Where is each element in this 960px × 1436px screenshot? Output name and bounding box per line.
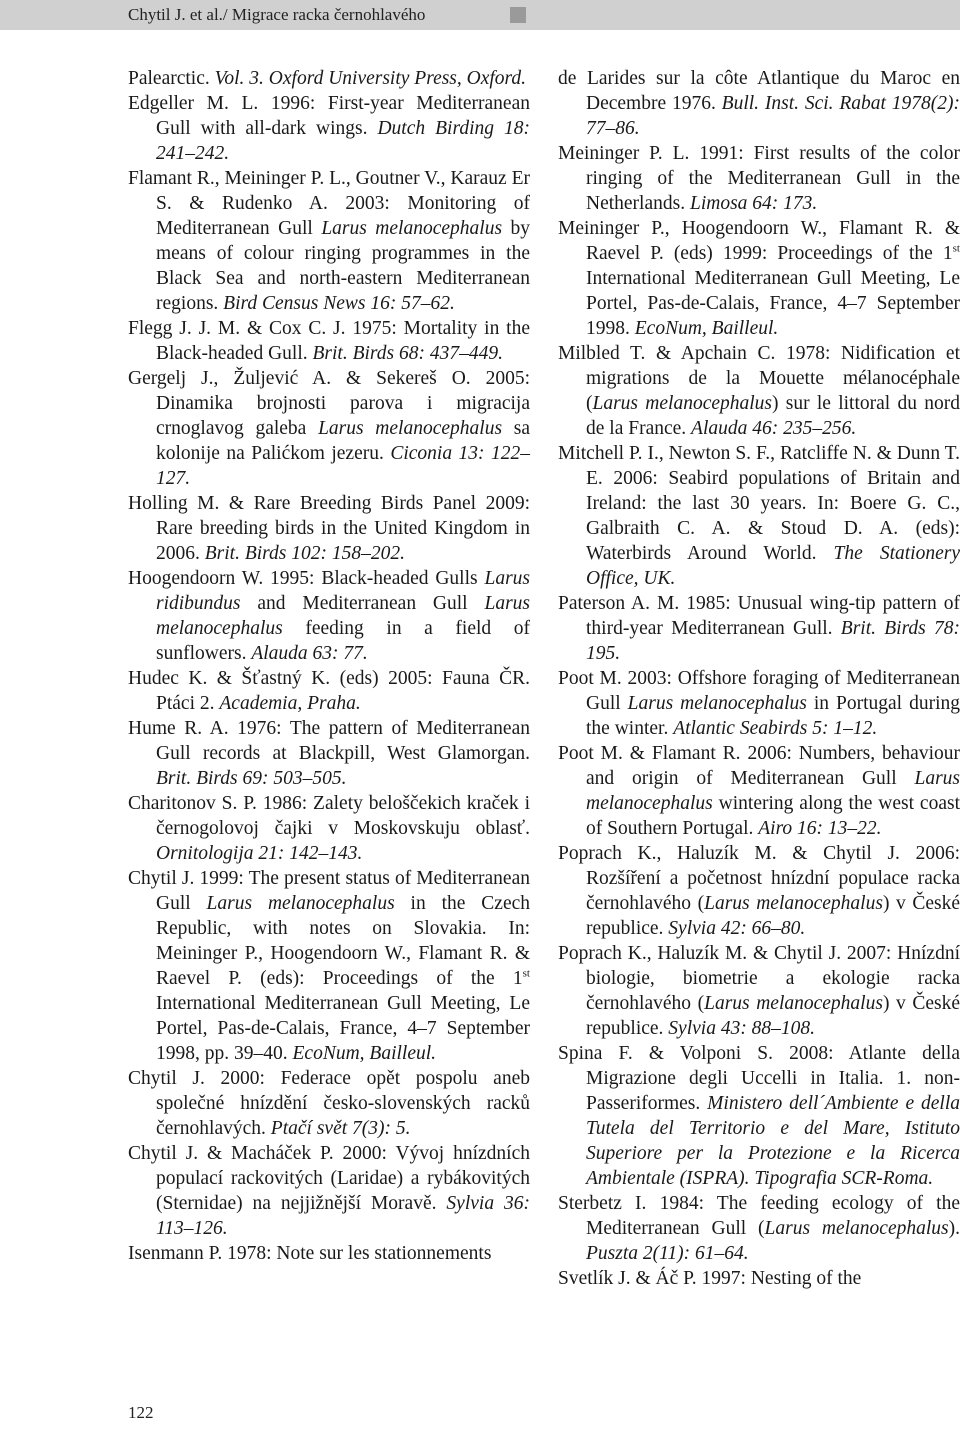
reference-entry: [128, 66, 530, 91]
reference-text: Chytil J. 2000: Federace opět pospolu aneb společné hnízdění česko-slovenských racků černohlavých.: [128, 1068, 530, 1139]
reference-entry: [128, 666, 530, 716]
italic-text: Brit. Birds 68: 437–449.: [312, 343, 503, 364]
reference-text: by means of colour ringing programmes in the Black Sea and north-eastern Mediterranean regions.: [156, 218, 531, 314]
italic-text: EcoNum, Bailleul.: [292, 1043, 437, 1064]
reference-text: Meininger P. L. 1991: First results of the color ringing of the Mediterranean Gull in the Netherlands.: [558, 143, 960, 214]
reference-text: Flegg J. J. M. & Cox C. J. 1975: Mortality in the Black-headed Gull.: [128, 318, 530, 364]
references-column-left: [128, 66, 530, 1266]
superscript: st: [952, 242, 960, 255]
italic-text: Larus melanocephalus: [586, 768, 960, 814]
reference-text: Milbled T. & Apchain C. 1978: Nidification et migrations de la Mouette mélanocéphale (: [558, 343, 960, 414]
italic-text: Brit. Birds 102: 158–202.: [204, 543, 405, 564]
italic-text: Dutch Birding 18: 241–242.: [156, 118, 530, 164]
reference-text: Chytil J. 1999: The present status of Mediterranean Gull: [128, 868, 530, 914]
page-number: 122: [128, 1403, 154, 1422]
italic-text: Larus melanocephalus: [156, 593, 530, 639]
italic-text: Puszta 2(11): 61–64.: [586, 1243, 749, 1264]
reference-text: Hume R. A. 1976: The pattern of Mediterranean Gull records at Blackpill, West Glamorgan.: [128, 718, 530, 764]
reference-entry: [558, 1191, 960, 1266]
reference-text: sa kolonije na Palićkom jezeru.: [156, 418, 530, 464]
reference-entry: [558, 1266, 960, 1291]
reference-entry: [558, 1041, 960, 1191]
reference-entry: [558, 216, 960, 341]
reference-text: Spina F. & Volponi S. 2008: Atlante della Migrazione degli Uccelli in Italia. 1. non-Passeriformes.: [558, 1043, 960, 1114]
italic-text: Larus melanocephalus: [321, 218, 503, 239]
reference-entry: [558, 666, 960, 741]
reference-entry: [128, 316, 530, 366]
reference-entry: [558, 841, 960, 941]
reference-text: wintering along the west coast of Southern Portugal.: [586, 793, 960, 839]
italic-text: Sylvia 43: 88–108.: [668, 1018, 816, 1039]
reference-text: Chytil J. & Macháček P. 2000: Vývoj hnízdních populací rackovitých (Laridae) a rybákovitých (Sternidae) na nejjižnější Moravě.: [128, 1143, 530, 1214]
italic-text: Sylvia 42: 66–80.: [668, 918, 806, 939]
running-title: Chytil J. et al./ Migrace racka černohlavého: [128, 5, 426, 24]
reference-text: ) sur le littoral du nord de la France.: [586, 393, 960, 439]
reference-text: Palearctic.: [128, 68, 215, 89]
italic-text: Sylvia 36: 113–126.: [156, 1193, 530, 1239]
reference-text: Gergelj J., Žuljević A. & Sekereš O. 2005: Dinamika brojnosti parova i migracija crnoglavog galeba: [128, 368, 530, 439]
italic-text: Vol. 3. Oxford University Press, Oxford.: [214, 68, 527, 89]
italic-text: EcoNum, Bailleul.: [634, 318, 779, 339]
reference-text: Holling M. & Rare Breeding Birds Panel 2009: Rare breeding birds in the United Kingdom in 2006.: [128, 493, 530, 564]
reference-entry: [558, 66, 960, 141]
reference-entry: [558, 591, 960, 666]
reference-text: Poprach K., Haluzík M. & Chytil J. 2007: Hnízdní biologie, biometrie a ekologie racka černohlavého (: [558, 943, 960, 1014]
italic-text: Bull. Inst. Sci. Rabat 1978(2): 77–86.: [586, 93, 960, 139]
reference-entry: [128, 791, 530, 866]
reference-text: International Mediterranean Gull Meeting, Le Portel, Pas-de-Calais, France, 4–7 September 1998, pp. 39–40.: [156, 993, 530, 1064]
italic-text: Academia, Praha.: [219, 693, 361, 714]
reference-entry: [558, 141, 960, 216]
reference-text: Edgeller M. L. 1996: First-year Mediterranean Gull with all-dark wings.: [128, 93, 530, 139]
reference-entry: [128, 166, 530, 316]
italic-text: Larus melanocephalus: [592, 393, 773, 414]
references-column-right: [558, 66, 960, 1291]
reference-text: ) v České republice.: [586, 993, 960, 1039]
reference-text: Meininger P., Hoogendoorn W., Flamant R. & Raevel P. (eds) 1999: Proceedings of the 1: [558, 218, 960, 264]
reference-entry: [128, 566, 530, 666]
reference-text: and Mediterranean Gull: [240, 593, 485, 614]
italic-text: Brit. Birds 69: 503–505.: [156, 768, 347, 789]
reference-text: Poot M. & Flamant R. 2006: Numbers, behaviour and origin of Mediterranean Gull: [558, 743, 960, 789]
italic-text: Ministero dell´Ambiente e della Tutela del Territorio e del Mare, Istituto Superiore per la Protezione e la Ricerca Ambientale (ISPRA). Tipografia SCR-Roma.: [586, 1093, 960, 1189]
reference-text: Isenmann P. 1978: Note sur les stationnements: [128, 1243, 492, 1264]
reference-text: Poot M. 2003: Offshore foraging of Mediterranean Gull: [558, 668, 960, 714]
italic-text: The Stationery Office, UK.: [586, 543, 960, 589]
italic-text: Alauda 46: 235–256.: [691, 418, 857, 439]
italic-text: Airo 16: 13–22.: [758, 818, 882, 839]
italic-text: Limosa 64: 173.: [689, 193, 818, 214]
italic-text: Larus ridibundus: [156, 568, 530, 614]
italic-text: Ornitologija 21: 142–143.: [156, 843, 363, 864]
reference-text: Mitchell P. I., Newton S. F., Ratcliffe N. & Dunn T. E. 2006: Seabird populations of Britain and Ireland: the last 30 years. In: Boere G. C., Galbraith C. A. & Stoud D. A. (eds): Waterbirds Around World.: [558, 443, 960, 564]
reference-text: Paterson A. M. 1985: Unusual wing-tip pattern of third-year Mediterranean Gull.: [558, 593, 960, 639]
reference-entry: [558, 441, 960, 591]
reference-entry: [128, 491, 530, 566]
reference-text: Svetlík J. & Áč P. 1997: Nesting of the: [558, 1268, 862, 1289]
italic-text: Larus melanocephalus: [627, 693, 807, 714]
reference-entry: [128, 1141, 530, 1241]
italic-text: Larus melanocephalus: [704, 993, 883, 1014]
reference-text: Flamant R., Meininger P. L., Goutner V., Karauz Er S. & Rudenko A. 2003: Monitoring of Mediterranean Gull: [128, 168, 530, 239]
italic-text: Ciconia 13: 122–127.: [156, 443, 530, 489]
reference-text: feeding in a field of sunflowers.: [156, 618, 530, 664]
italic-text: Larus melanocephalus: [704, 893, 883, 914]
italic-text: Larus melanocephalus: [318, 418, 503, 439]
reference-entry: [128, 866, 530, 1066]
reference-text: Charitonov S. P. 1986: Zalety beloščekich kraček i černogolovoj čajki v Moskovskuju oblasť.: [128, 793, 530, 839]
reference-text: Sterbetz I. 1984: The feeding ecology of the Mediterranean Gull (: [558, 1193, 960, 1239]
italic-text: Larus melanocephalus: [764, 1218, 949, 1239]
reference-text: de Larides sur la côte Atlantique du Maroc en Decembre 1976.: [558, 68, 960, 114]
italic-text: Bird Census News 16: 57–62.: [223, 293, 455, 314]
italic-text: Brit. Birds 78: 195.: [586, 618, 960, 664]
reference-entry: [128, 716, 530, 791]
reference-text: Poprach K., Haluzík M. & Chytil J. 2006: Rozšíření a početnost hnízdní populace racka černohlavého (: [558, 843, 960, 914]
italic-text: Larus melanocephalus: [206, 893, 395, 914]
reference-text: Hudec K. & Šťastný K. (eds) 2005: Fauna ČR. Ptáci 2.: [128, 668, 530, 714]
reference-entry: [128, 1066, 530, 1141]
reference-text: ).: [948, 1218, 960, 1239]
header-square-icon: [510, 7, 526, 23]
italic-text: Alauda 63: 77.: [251, 643, 368, 664]
reference-entry: [558, 741, 960, 841]
reference-text: ) v České republice.: [586, 893, 960, 939]
reference-text: in Portugal during the winter.: [586, 693, 960, 739]
reference-entry: [558, 941, 960, 1041]
running-header: [0, 0, 960, 30]
reference-entry: [128, 366, 530, 491]
reference-text: Hoogendoorn W. 1995: Black-headed Gulls: [128, 568, 485, 589]
reference-entry: [128, 1241, 530, 1266]
italic-text: Ptačí svět 7(3): 5.: [270, 1118, 411, 1139]
reference-entry: [558, 341, 960, 441]
italic-text: Atlantic Seabirds 5: 1–12.: [673, 718, 878, 739]
superscript: st: [522, 967, 530, 980]
reference-entry: [128, 91, 530, 166]
reference-text: in the Czech Republic, with notes on Slovakia. In: Meininger P., Hoogendoorn W., Flamant R. & Raevel P. (eds): Proceedings of the 1: [156, 893, 530, 989]
reference-text: International Mediterranean Gull Meeting, Le Portel, Pas-de-Calais, France, 4–7 September 1998.: [586, 268, 960, 339]
